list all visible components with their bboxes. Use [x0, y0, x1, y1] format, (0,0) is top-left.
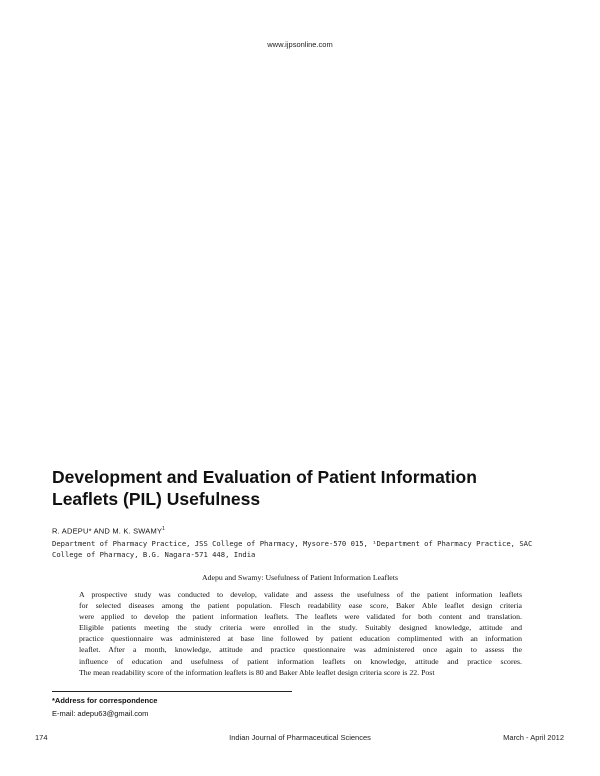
abstract-line: practice questionnaire was administered at base line followed by patient education complimented with an information	[79, 634, 522, 644]
article-title	[52, 466, 552, 510]
abstract-line: Eligible patients meeting the study criteria were enrolled in the study. Suitably designed knowledge, attitude and	[79, 623, 522, 633]
abstract-line: A prospective study was conducted to develop, validate and assess the usefulness of the patient information leaflets	[79, 590, 522, 599]
affiliation	[52, 538, 562, 560]
page-number: 174	[35, 733, 48, 742]
correspondence-email: E-mail: adepu63@gmail.com	[52, 709, 149, 718]
title-line: Leaflets (PIL) Usefulness	[52, 489, 261, 509]
running-title: Adepu and Swamy: Usefulness of Patient Information Leaflets	[202, 573, 398, 582]
author-list	[52, 526, 165, 536]
title-line: Development and Evaluation of Patient Information	[52, 467, 477, 487]
abstract-line: for selected diseases among the patient population. Flesch readability ease score, Baker Able leaflet design criteria	[79, 601, 522, 611]
abstract	[79, 589, 522, 678]
issue-date: March - April 2012	[503, 733, 564, 742]
journal-name: Indian Journal of Pharmaceutical Sciences	[229, 733, 371, 742]
authors-text: R. ADEPU* AND M. K. SWAMY	[52, 526, 163, 536]
abstract-line: The mean readability score of the information leaflets is 80 and Baker Able leaflet design criteria score is 22. Post	[79, 667, 435, 677]
abstract-line: were applied to develop the patient information leaflets. The leaflets were validated for both content and translation.	[79, 612, 522, 622]
affiliation-line: Department of Pharmacy Practice, JSS College of Pharmacy, Mysore-570 015, ¹Department of Pharmacy Practice, SAC	[52, 539, 533, 548]
correspondence-note: *Address for correspondence	[52, 696, 158, 705]
abstract-line: leaflet. After a month, knowledge, attitude and practice questionnaire was administered once again to assess the	[79, 645, 522, 655]
author-affiliation-marker: 1	[162, 526, 166, 532]
site-url: www.ijpsonline.com	[267, 40, 333, 49]
footnote-divider	[52, 691, 292, 692]
abstract-line: influence of education and usefulness of patient information leaflets on knowledge, attitude and practice scores.	[79, 656, 522, 666]
affiliation-line: College of Pharmacy, B.G. Nagara-571 448, India	[52, 550, 256, 559]
